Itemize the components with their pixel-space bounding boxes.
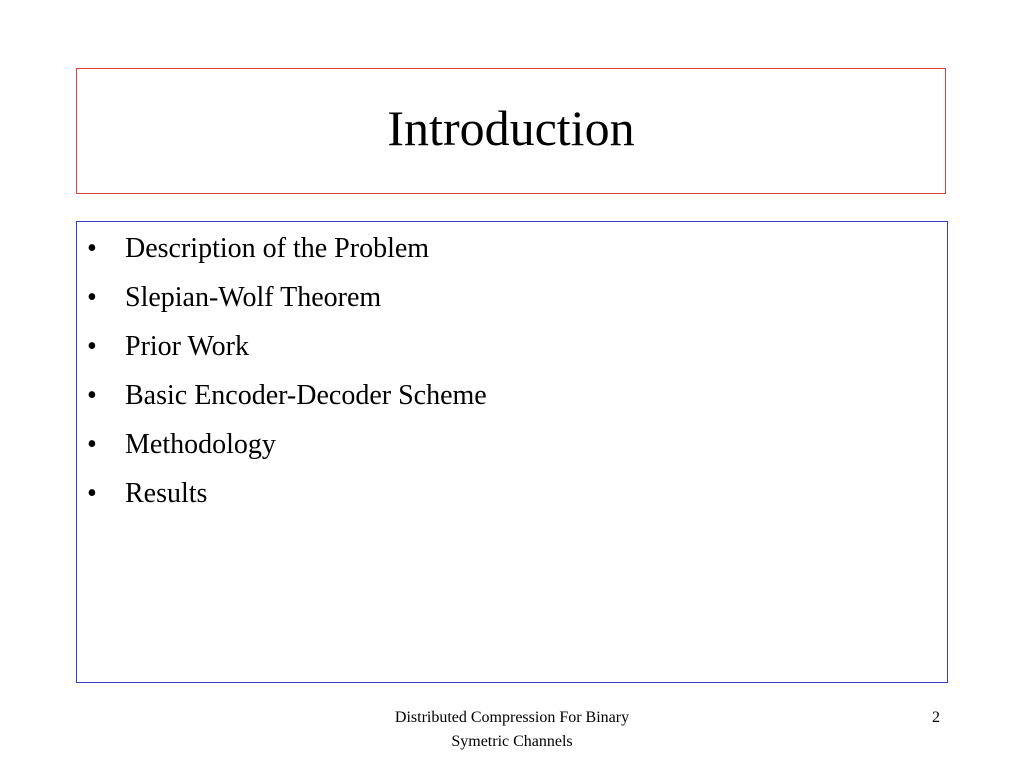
list-item [87,477,487,526]
footer-line-2: Symetric Channels [451,733,573,750]
bullet-text: Slepian-Wolf Theorem [125,282,382,313]
bullet-icon: • [87,233,97,264]
bullet-text: Results [125,478,208,509]
list-item [87,379,487,428]
bullet-icon: • [87,380,97,411]
title-placeholder [76,68,946,194]
list-item [87,232,487,281]
bullet-text: Prior Work [125,331,250,362]
bullet-icon: • [87,429,97,460]
bullet-text: Basic Encoder-Decoder Scheme [125,380,487,411]
footer-text [352,706,672,754]
bullet-icon: • [87,331,97,362]
list-item [87,428,487,477]
bullet-icon: • [87,282,97,313]
bullet-text: Methodology [125,429,276,460]
page-number: 2 [932,709,940,726]
bullet-icon: • [87,478,97,509]
content-placeholder [76,221,948,683]
bullet-text: Description of the Problem [125,233,430,264]
footer-line-1: Distributed Compression For Binary [394,709,630,726]
slide-title: Introduction [387,100,635,156]
bullet-list [87,232,487,526]
list-item [87,330,487,379]
list-item [87,281,487,330]
